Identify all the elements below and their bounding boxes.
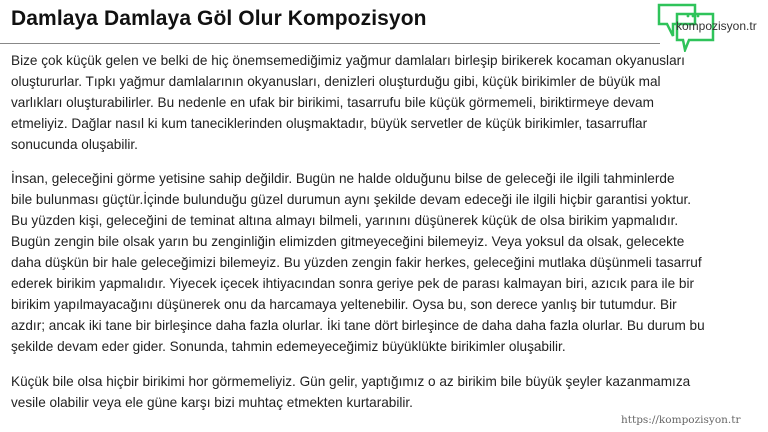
text-line: Bu yüzden kişi, geleceğini de teminat altına almayı bilmeli, yarınını düşünerek küçük de olsa birikim yapmalıdır. [11, 213, 679, 228]
text-line: Bize çok küçük gelen ve belki de hiç önemsemediğimiz yağmur damlaları birleşip birikerek kocaman okyanusları [11, 53, 685, 68]
text-line: Bugün zengin bile olsak yarın bu zenginliğin elimizden gitmeyeceğini bilemeyiz. Veya yoksul da olsak, gelecekte [11, 234, 685, 249]
text-line: varlıkları oluşturabilirler. Bu nedenle en ufak bir birikimi, tasarrufu bile küçük görmemeli, biriktirmeye devam [11, 95, 654, 110]
text-line: etmeliyiz. Dağlar nasıl ki kum taneciklerinden oluşmaktadır, büyük servetler de küçük birikimler, tasarruflar [11, 116, 648, 131]
paragraph-1 [11, 50, 685, 155]
footer-link[interactable]: https://kompozisyon.tr [621, 414, 741, 426]
text-line: sonucunda oluşabilir. [11, 137, 138, 152]
paragraph-2 [11, 168, 705, 357]
text-line: oluştururlar. Tıpkı yağmur damlalarının okyanusları, denizleri oluşturduğu gibi, küçük birikimler de büyük mal [11, 74, 661, 89]
text-line: daha düşkün bir hale geleceğimizi bilemeyiz. Bu yüzden zengin fakir herkes, geleceğini mutlaka düşünmeli tasarruf [11, 255, 702, 270]
text-line: şekilde devam eder gider. Sonunda, tahmin edemeyeceğimiz büyüklükte birikimler oluşabilir. [11, 339, 566, 354]
text-line: İnsan, geleceğini görme yetisine sahip değildir. Bugün ne halde olduğunu bilse de geleceği ile ilgili tahminlerde [11, 171, 675, 186]
paragraph-3 [11, 371, 690, 413]
logo-text: kompozisyon.tr [676, 19, 757, 33]
text-line: azdır; ancak iki tane bir birleşince daha fazla olurlar. İki tane dört birleşince de daha daha fazla olurlar. Bu durum bu [11, 318, 705, 333]
title-divider [0, 43, 660, 44]
text-line: birikim yapılmayacağını düşünerek onu da harcamaya yeltenebilir. Oysa bu, son derece yanlış bir tutumdur. Bir [11, 297, 677, 312]
text-line: Küçük bile olsa hiçbir birikimi hor görmemeliyiz. Gün gelir, yaptığımız o az birikim bile büyük şeyler kazanmamıza [11, 374, 691, 389]
text-line: bile bulunması güçtür.İçinde bulunduğu güzel durumun aynı şekilde devam edeceği ile ilgili hiçbir garantisi yoktur. [11, 192, 692, 207]
text-line: vesile olabilir veya ele güne karşı bizi muhtaç etmekten kurtarabilir. [11, 395, 413, 410]
page-title: Damlaya Damlaya Göl Olur Kompozisyon [11, 7, 427, 30]
text-line: ederek birikim yapmalıdır. Yiyecek içecek ihtiyacından sonra geriye pek de parası kalmayan biri, azıcık para ile bir [11, 276, 695, 291]
